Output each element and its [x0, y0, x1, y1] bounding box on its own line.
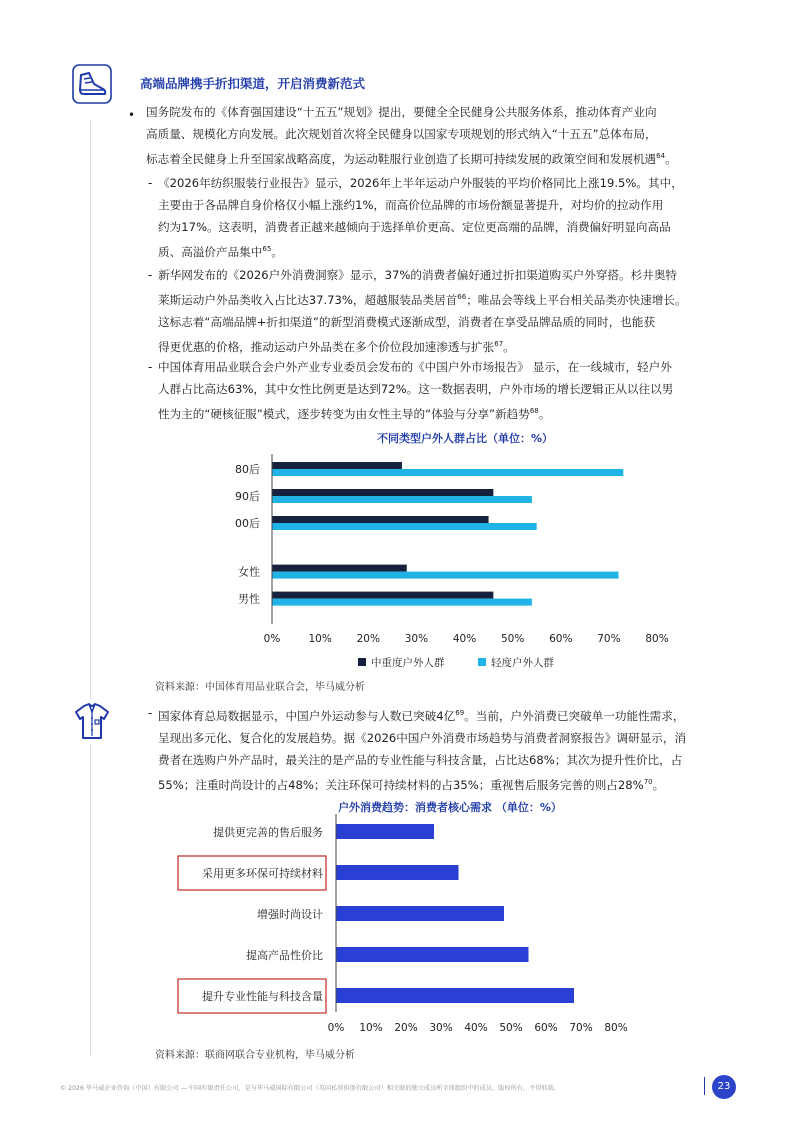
paragraph-line: 高质量、规模化方向发展。此次规划首次将全民健身以国家专项规划的形式纳入“十五五”总体布局， [146, 127, 657, 141]
bar-need [336, 947, 529, 962]
page-number: 23 [712, 1075, 736, 1099]
x-tick-label: 40% [452, 633, 477, 645]
x-tick-label: 80% [645, 633, 669, 645]
bar-heavy [272, 462, 402, 469]
bar-light [272, 469, 623, 476]
bar-need [336, 988, 574, 1003]
x-tick-label: 30% [429, 1022, 453, 1034]
paragraph-line: 莱斯运动户外品类收入占比达37.73%，超越服装品类居首$^{66}$；唯品会等线上平台相关品类亦快速增长。 [158, 292, 687, 307]
x-tick-label: 20% [394, 1022, 418, 1034]
paragraph-line: 国务院发布的《体育强国建设“十五五”规划》提出，要健全全民健身公共服务体系，推动体育产业向 [146, 105, 657, 119]
dash-marker: - [148, 176, 153, 190]
dash-marker: - [148, 360, 153, 374]
footer-copyright: © 2026 毕马威企业咨询（中国）有限公司 — 中国有限责任公司，是与毕马威国际有限公司（英国私营担保有限公司）相关联的独立成员所全球组织中的成员。版权所有，不得转载。 [60, 1085, 561, 1092]
legend-label: 中重度户外人群 [371, 657, 445, 669]
paragraph-line: 国家体育总局数据显示，中国户外运动参与人数已突破4亿$^{69}$。当前，户外消费已突破单一功能性需求， [158, 708, 685, 723]
footnote-ref: 67 [494, 339, 504, 348]
footnote-ref: 65 [262, 245, 272, 253]
category-label: 80后 [235, 463, 260, 476]
dash-marker: - [148, 706, 153, 720]
bar-heavy [272, 592, 493, 599]
category-label: 女性 [238, 565, 260, 579]
x-tick-label: 20% [356, 633, 380, 645]
category-label: 提供更完善的售后服务 [213, 826, 323, 839]
x-tick-label: 40% [464, 1022, 488, 1034]
shirt-icon [70, 700, 114, 744]
paragraph-line: 主要由于各品牌自身价格仅小幅上涨约1%，而高价位品牌的市场份额显著提升，对均价的拉动作用 [158, 198, 664, 212]
legend-swatch [358, 658, 366, 666]
footnote-ref: 69 [455, 709, 465, 717]
footnote-ref: 70 [643, 777, 653, 786]
paragraph-line: 费者在选购户外产品时，最关注的是产品的专业性能与科技含量，占比达68%；其次为提升性价比，占 [158, 752, 683, 767]
section-heading: 高端品牌携手折扣渠道，开启消费新范式 [140, 76, 366, 91]
x-tick-label: 0% [263, 633, 281, 645]
chart2-title: 户外消费趋势：消费者核心需求 （单位：%） [338, 801, 562, 814]
paragraph-consumer-needs [158, 702, 773, 796]
chart1-source: 资料来源：中国体育用品业联合会，毕马威分析 [155, 682, 365, 693]
paragraph-line: 《2026年纺织服装行业报告》显示，2026年上半年运动户外服装的平均价格同比上涨19.5%。其中， [158, 176, 683, 190]
paragraph-price [158, 172, 768, 263]
paragraph-outdoor-report [158, 356, 768, 425]
category-label: 男性 [238, 592, 260, 606]
paragraph-line: 55%；注重时尚设计的占48%；关注环保可持续材料的占35%；重视售后服务完善的则占28%$^{70}$。 [158, 777, 665, 792]
paragraph-policy [146, 101, 766, 170]
bar-light [272, 523, 537, 530]
chart2-source: 资料来源：联商网联合专业机构，毕马威分析 [155, 1050, 355, 1061]
paragraph-line: 约为17%。这表明，消费者正越来越倾向于选择单价更高、定位更高端的品牌，消费偏好明显向高品 [158, 220, 671, 234]
paragraph-line: 这标志着“高端品牌+折扣渠道”的新型消费模式逐渐成型，消费者在享受品牌品质的同时，也能获 [158, 314, 656, 329]
legend-label: 轻度户外人群 [491, 657, 554, 669]
chart-consumer-core-needs [160, 812, 660, 1044]
bar-need [336, 824, 434, 839]
paragraph-line: 性为主的“硬核征服”模式，逐步转变为由女性主导的“体验与分享”新趋势$^{68}$。 [158, 406, 551, 421]
bar-need [336, 906, 504, 921]
bar-need [336, 865, 459, 880]
x-tick-label: 10% [308, 633, 332, 645]
category-label: 提高产品性价比 [246, 949, 323, 962]
chart1-title: 不同类型户外人群占比（单位：%） [376, 432, 554, 445]
paragraph-line: 质、高溢价产品集中$^{65}$。 [158, 244, 283, 259]
x-tick-label: 50% [500, 633, 525, 645]
dash-marker: - [148, 268, 153, 282]
paragraph-line: 得更优惠的价格，推动运动户外品类在多个价位段加速渗透与扩张$^{67}$。 [158, 339, 515, 354]
paragraph-line: 呈现出多元化、复合化的发展趋势。据《2026中国户外消费市场趋势与消费者洞察报告》调研显示，消 [158, 730, 687, 745]
bullet-dot: • [128, 108, 136, 122]
category-label: 增强时尚设计 [257, 908, 323, 921]
bar-heavy [272, 565, 407, 572]
x-tick-label: 10% [359, 1022, 383, 1034]
x-tick-label: 50% [499, 1022, 523, 1034]
sneaker-icon [72, 64, 112, 104]
footnote-ref: 64 [656, 152, 666, 160]
category-label: 90后 [235, 490, 260, 503]
bar-light [272, 572, 619, 579]
x-tick-label: 70% [597, 633, 621, 645]
footnote-ref: 66 [457, 293, 467, 301]
bar-light [272, 599, 532, 606]
category-label: 提升专业性能与科技含量 [202, 990, 323, 1003]
section-divider-line [90, 120, 91, 1055]
paragraph-discount [158, 264, 768, 358]
x-tick-label: 60% [549, 633, 573, 645]
paragraph-line: 标志着全民健身上升至国家战略高度，为运动鞋服行业创造了长期可持续发展的政策空间和发展机遇$^{64}$。 [146, 151, 677, 166]
x-tick-label: 70% [569, 1022, 593, 1034]
paragraph-line: 新华网发布的《2026户外消费洞察》显示，37%的消费者偏好通过折扣渠道购买户外穿搭。杉井奥特 [158, 268, 678, 282]
paragraph-line: 人群占比高达63%，其中女性比例更是达到72%。这一数据表明，户外市场的增长逻辑正从以往以男 [158, 382, 674, 396]
footnote-ref: 68 [529, 407, 539, 415]
x-tick-label: 0% [327, 1022, 345, 1034]
bar-heavy [272, 516, 489, 523]
footer-separator [704, 1077, 705, 1095]
x-tick-label: 60% [534, 1022, 558, 1034]
bar-heavy [272, 489, 493, 496]
category-label: 采用更多环保可持续材料 [202, 867, 323, 880]
x-tick-label: 80% [604, 1022, 628, 1034]
legend-swatch [478, 658, 486, 666]
bar-light [272, 496, 532, 503]
paragraph-line: 中国体育用品业联合会户外产业专业委员会发布的《中国户外市场报告》 显示，在一线城市，轻户外 [158, 360, 672, 374]
chart-outdoor-population [200, 450, 700, 675]
x-tick-label: 30% [404, 633, 429, 645]
category-label: 00后 [235, 517, 260, 530]
